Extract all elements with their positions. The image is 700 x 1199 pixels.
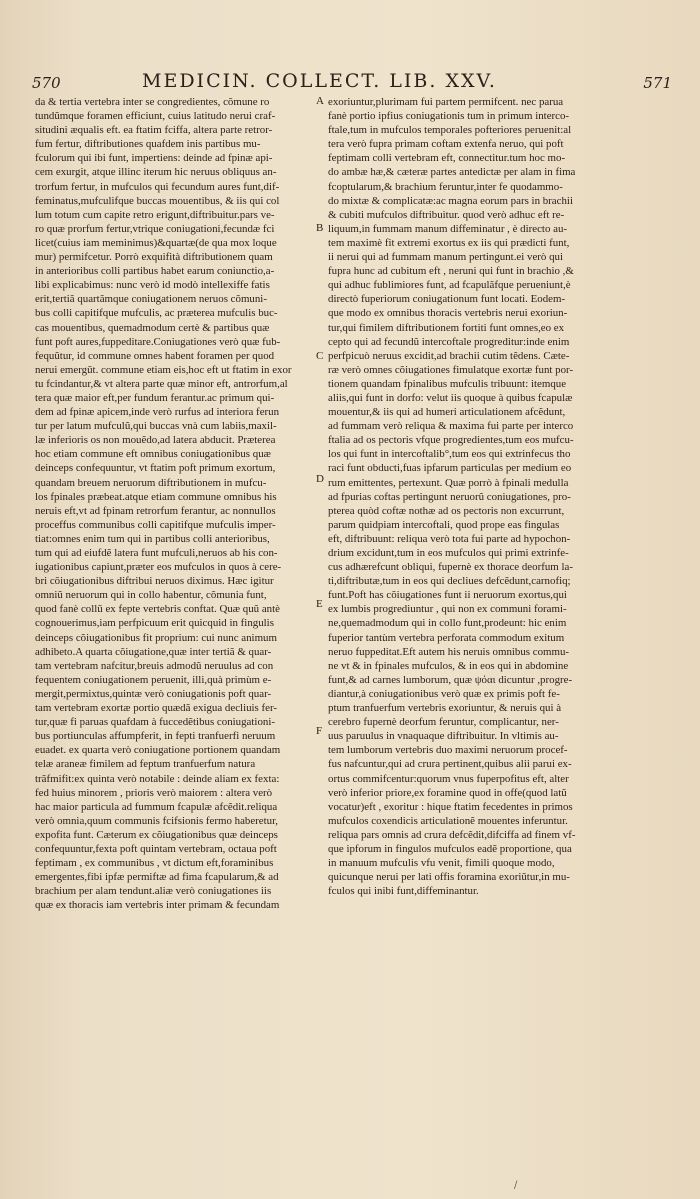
- left-column-line: adhibeto.A quarta cõiugatione,quæ inter tertiã & quar-: [35, 645, 272, 658]
- left-column-line: nerui emergũt. commune etiam eis,hoc eft ut ftatim in exor: [35, 363, 292, 376]
- left-column-line: tum qui ad eiufdẽ latera funt mufculi,neruos ab his con-: [35, 547, 278, 559]
- margin-letter-f: F: [316, 725, 323, 737]
- right-column-line: mouentur,& iis qui ad humeri articulationem afcẽdunt,: [328, 406, 566, 419]
- right-column-line: que ipforum in fingulos mufculos eadẽ proportione, qua: [328, 842, 572, 855]
- left-column-line: expofita funt. Cæterum ex cõiugationibus quæ deinceps: [35, 828, 278, 841]
- left-column-line: trorfum fertur, in mufculos qui fecundum aures funt,dif-: [35, 180, 280, 193]
- right-column-line: ftalia ad os pectoris vfque progredientes,tum eos mufcu-: [328, 434, 574, 447]
- left-column-line: cognouerimus,iam perfpicuum erit quicquid in fingulis: [35, 617, 274, 630]
- right-column-line: ræ verò omnes cõiugationes fimulatque exortæ funt por-: [328, 363, 574, 376]
- right-column-line: do mixtæ & complicatæ:ac magna eorum pars in brachii: [328, 194, 573, 207]
- left-column-line: quæ ex thoracis iam vertebris inter primam & fecundam: [35, 899, 280, 912]
- right-column-line: rum emittentes, pertexunt. Quæ porrò à fpinali medulla: [328, 476, 569, 489]
- right-column-line: quicunque nerui per lati offis foramina exoriũtur,in mu-: [328, 871, 570, 884]
- left-column-line: tera quæ maior eft,per fundum ferantur.ac primum qui-: [35, 391, 275, 404]
- left-column-line: trãfmifit:ex quinta verò notabile : deinde aliam ex fexta:: [35, 772, 280, 785]
- left-column-line: bus portiunculas affumpferit, in fepti tranfuerfi neruum: [35, 730, 276, 743]
- margin-letter-e: E: [316, 598, 323, 610]
- left-column-line: ro quæ prorfum fertur,vtrique coniugationi,fecundæ fci: [35, 222, 275, 235]
- right-column-line: diantur,à coniugationibus verò quæ ex primis poft fe-: [328, 687, 560, 700]
- right-column-line: qui adhuc fublimiores funt, ad fcapulãfque perueniunt,è: [328, 279, 571, 292]
- left-column-line: erit,tertiã quartãmque coniugationem neruos cõmuni-: [35, 293, 267, 306]
- right-column-line: do ambæ hæ,& cæteræ partes antedictæ per alam in fima: [328, 166, 576, 179]
- right-column-line: tera verò fupra primam coftam extenfa neruo, qui poft: [328, 138, 564, 151]
- right-column-line: reliqua pars omnis ad crura defcẽdit,difciffa ad finem vf-: [328, 828, 576, 841]
- right-column-line: ne,quemadmodum qui in collo funt,prodeunt: hic enim: [328, 617, 567, 630]
- left-column-line: brachium per alam tendunt.aliæ verò coniugationes iis: [35, 885, 272, 898]
- left-column-line: quandam breuem neruorum diftributionem in mufcu-: [35, 476, 267, 489]
- left-column-line: feptimam , ex communibus , vt dictum eft,foraminibus: [35, 857, 274, 870]
- margin-letter-c: C: [316, 350, 324, 362]
- right-column-line: mufculos coxendicis articulationẽ mouentes inferuntur.: [328, 814, 568, 827]
- left-column-line: bri cõiugationibus diftribui neruos diximus. Hæc igitur: [35, 575, 274, 588]
- right-column-line: exoriuntur,plurimam fui partem permifcent. nec parua: [328, 96, 564, 108]
- right-column-line: ortus commifcentur:quorum vnus fuperpofitus eft, alter: [328, 772, 569, 785]
- right-column-line: ptum tranfuerfum vertebris exoriuntur, & neruis qui à: [328, 702, 562, 715]
- left-column-line: læ inferioris os non mouẽdo,ad latera abducit. Præterea: [35, 434, 276, 447]
- right-column-line: ex lumbis progrediuntur , qui non ex communi forami-: [328, 603, 567, 616]
- right-column-line: ne vt & in fpinales mufculos, & in eos qui in abdomine: [328, 659, 569, 672]
- left-column-line: euadet. ex quarta verò coniugatione portionem quandam: [35, 744, 281, 757]
- right-column-line: funt,& ad carnes lumborum, quæ ψόαι dicuntur ,progre-: [328, 673, 573, 686]
- right-column-line: fculos qui inibi funt,diffeminantur.: [328, 885, 479, 898]
- right-column-line: fanè portio ipfius coniugationis tum in primum interco-: [328, 110, 570, 123]
- left-column-line: funt poft aures,fuppeditare.Coniugationes verò quæ fub-: [35, 335, 281, 348]
- left-text-column: [35, 95, 309, 912]
- left-column-line: tiat:omnes enim tum qui in partibus colli anterioribus,: [35, 532, 270, 545]
- left-column-line: verò omnia,quum communis fcifsionis fermo haberetur,: [35, 814, 279, 827]
- right-column-line: ad fpurias coftas pertingunt neruorũ coniugationes, pro-: [328, 490, 571, 503]
- right-column-line: fuperior tantùm vertebra perforata commodum exitum: [328, 631, 565, 644]
- left-column-line: cem exurgit, atque illinc iterum hic neruus obliquus an-: [35, 166, 277, 179]
- right-column-line: in manuum mufculis vfu venit, fimili quoque modo,: [328, 857, 555, 870]
- right-column-line: ad fummam verò reliqua & maxima fui parte per interco: [328, 420, 574, 433]
- left-column-line: fed huius minorem , prioris verò maiorem : altera verò: [35, 786, 273, 799]
- left-column-line: proceffus communibus colli capitifque mufculis imper-: [35, 518, 276, 531]
- right-column-line: parum quidpiam intercoftali, quod prope eas fingulas: [328, 518, 560, 531]
- right-column-line: que modo ex omnibus thoracis vertebris nerui exoriun-: [328, 307, 568, 320]
- left-column-line: fum fertur, diftributiones quafdem inis partibus mu-: [35, 138, 261, 151]
- right-column-line: liquum,in fummam manum diffeminatur , è directo au-: [328, 222, 568, 235]
- left-column-line: fculorum qui ibi funt, impertiens: deinde ad fpinæ api-: [35, 152, 273, 165]
- right-column-line: drium excidunt,tum in eos mufculos qui primi extrinfe-: [328, 547, 569, 559]
- right-column-line: vocatur)eft , exoritur : hique ftatim fecedentes in primos: [328, 800, 573, 813]
- left-column-line: mergit,permixtus,quintæ verò coniugationis poft quar-: [35, 687, 272, 700]
- right-column-line: ti,diftributæ,tum in eos qui decliues defcẽdunt,carnofiq;: [328, 575, 571, 588]
- right-column-line: funt.Poft has cõiugationes funt ii neruorum exortus,qui: [328, 589, 567, 602]
- right-column-line: directò fuperiorum coniugationum funt locati. Eodem-: [328, 293, 566, 306]
- right-column-line: tem maximè fit extremi exortus ex iis qui prædicti funt,: [328, 236, 570, 249]
- left-column-line: libi explicabimus: nunc verò id modò intellexiffe fatis: [35, 279, 270, 292]
- left-column-line: confequuntur,fexta poft quintam vertebram, octaua poft: [35, 842, 277, 855]
- right-column-line: los qui funt in intercoftalib°,tum eos qui extrinfecus tho: [328, 448, 571, 461]
- page-header: [32, 70, 672, 94]
- margin-letter-a: A: [316, 95, 324, 107]
- left-column-line: hac maior particula ad fummum fcapulæ afcẽdit.reliqua: [35, 800, 278, 813]
- right-column-line: raci funt obducti,fuas ipfarum particulas per medium eo: [328, 462, 572, 475]
- margin-letter-d: D: [316, 473, 324, 485]
- margin-letter-b: B: [316, 222, 324, 234]
- left-column-line: los fpinales præbeat.atque etiam commune omnibus his: [35, 490, 277, 503]
- left-column-line: da & tertia vertebra inter se congredientes, cõmune ro: [35, 96, 270, 108]
- left-column-line: quod fanè collũ ex fepte vertebris conftat. Quæ quũ antè: [35, 603, 280, 616]
- right-column-line: cus adhærefcunt obliqui, fupernè ex thorace deorfum la-: [328, 561, 573, 574]
- left-column-line: licet(cuius iam meminimus)&quartæ(de qua mox loque: [35, 236, 277, 249]
- right-column-line: tionem quandam fpinalibus mufculis tribuunt: itemque: [328, 377, 567, 390]
- right-column-line: tem lumborum vertebris duo maximi neruorum procef-: [328, 744, 568, 757]
- right-text-column: [328, 95, 598, 898]
- left-column-line: tu fcindantur,& vt altera parte quæ minor eft, antrorfum,al: [35, 377, 288, 390]
- right-column-line: fupra hunc ad cubitum eft , neruni qui funt in brachio ,&: [328, 265, 574, 278]
- left-column-line: tam vertebram nafcitur,breuis admodũ neruulus ad con: [35, 659, 274, 672]
- left-column-line: fequentem coniugationem peruenit, illi,quà primùm e-: [35, 673, 272, 686]
- right-column-line: tur,qui fimilem diftributionem fortiti funt omnes,eo ex: [328, 321, 565, 334]
- left-column-line: cas mouentibus, quemadmodum certè & partibus quæ: [35, 321, 270, 334]
- right-column-line: cerebro fupernè deorfum feruntur, complicantur, ner-: [328, 716, 559, 729]
- right-column-line: aliis,qui funt in dorfo: velut iis quoque à quibus fcapulæ: [328, 391, 573, 404]
- right-column-line: uus paruulus in vnaquaque diftribuitur. In vltimis au-: [328, 730, 559, 743]
- page-number-right: 571: [643, 74, 672, 92]
- right-column-line: verò inferior priore,ex foramine quod in offe(quod latũ: [328, 786, 567, 799]
- right-column-line: feptimam colli vertebram eft, connectitur.tum hoc mo-: [328, 152, 566, 165]
- right-column-line: eft, diftribuunt: reliqua verò tota fui parte ad hypochon-: [328, 532, 571, 545]
- left-column-line: deinceps cõiugationibus fit proprium: cui nunc animum: [35, 631, 277, 644]
- right-column-line: pterea quòd coftæ nothæ ad os pectoris non excurrunt,: [328, 504, 565, 517]
- left-column-line: dem ad fpinæ apicem,inde verò rurfus ad interiora ferun: [35, 406, 280, 419]
- right-column-line: & cubiti mufculos diftribuitur. quod verò adhuc eft re-: [328, 208, 565, 221]
- left-column-line: emergentes,fibi ipfæ permiftæ ad fima fcapularum,& ad: [35, 871, 279, 884]
- left-column-line: situdini æqualis eft. ea ftatim fciffa, altera parte retror-: [35, 124, 273, 137]
- left-column-line: omniũ neruorum qui in collo habentur, cõmunia funt,: [35, 589, 267, 602]
- left-column-line: feminatus,mufculifque buccas mouentibus, & iis qui col: [35, 194, 280, 207]
- right-column-line: neruo fuppeditat.Eft autem his neruis omnibus commu-: [328, 645, 570, 658]
- right-column-line: cepto qui ad fecundũ intercoftale progreditur:inde enim: [328, 335, 570, 348]
- running-title: MEDICIN. COLLECT. LIB. XXV.: [142, 70, 497, 92]
- right-column-line: fcoptularum,& brachium feruntur,inter fe quodammo-: [328, 180, 563, 193]
- left-column-line: telæ araneæ fimilem ad feptum tranfuerfum natura: [35, 758, 256, 771]
- left-column-line: in anterioribus colli partibus habet earum coniunctio,a-: [35, 265, 275, 278]
- left-column-line: neruis eft,vt ad fpinam retrorfum ferantur, ac nonnullos: [35, 504, 276, 517]
- left-column-line: lum totum cum capite retro erigunt,diftribuitur.pars ve-: [35, 208, 275, 221]
- right-column-line: ii nerui qui ad fummam manum pertingunt.ei verò qui: [328, 251, 564, 264]
- footer-mark: /: [514, 1180, 518, 1191]
- left-column-line: tur,quæ fi paruas quafdam à fuccedẽtibus coniugationi-: [35, 716, 275, 729]
- page-number-left: 570: [32, 74, 61, 92]
- left-column-line: hoc etiam commune eft omnibus coniugationibus quæ: [35, 448, 271, 461]
- left-column-line: tur per latum mufculũ,qui buccas vnà cum labiis,maxil-: [35, 420, 277, 433]
- left-column-line: mur) permifcetur. Porrò exquifità diftributionem quam: [35, 251, 273, 264]
- right-column-line: ftale,tum in mufculos temporales pofteriores peruenit:al: [328, 124, 572, 137]
- left-column-line: tundũmque foramen efficiunt, cuius latitudo nerui craf-: [35, 110, 276, 123]
- left-column-line: iugationibus capiunt,præter eos mufculos in quos à cere-: [35, 561, 282, 574]
- right-column-line: fus nafcuntur,qui ad crura pertinent,quibus alii parui ex-: [328, 758, 572, 771]
- left-column-line: bus colli capitifque mufculis, ac præterea mufculis buc-: [35, 307, 278, 320]
- left-column-line: fequũtur, id commune omnes habent foramen per quod: [35, 349, 275, 362]
- left-column-line: tam vertebram exortæ portio quædã exigua decliuis fer-: [35, 702, 278, 715]
- left-column-line: deinceps confequuntur, vt ftatim poft primum exortum,: [35, 462, 276, 475]
- right-column-line: perfpicuò neruus excidit,ad brachii cutim tẽdens. Cæte-: [328, 349, 570, 362]
